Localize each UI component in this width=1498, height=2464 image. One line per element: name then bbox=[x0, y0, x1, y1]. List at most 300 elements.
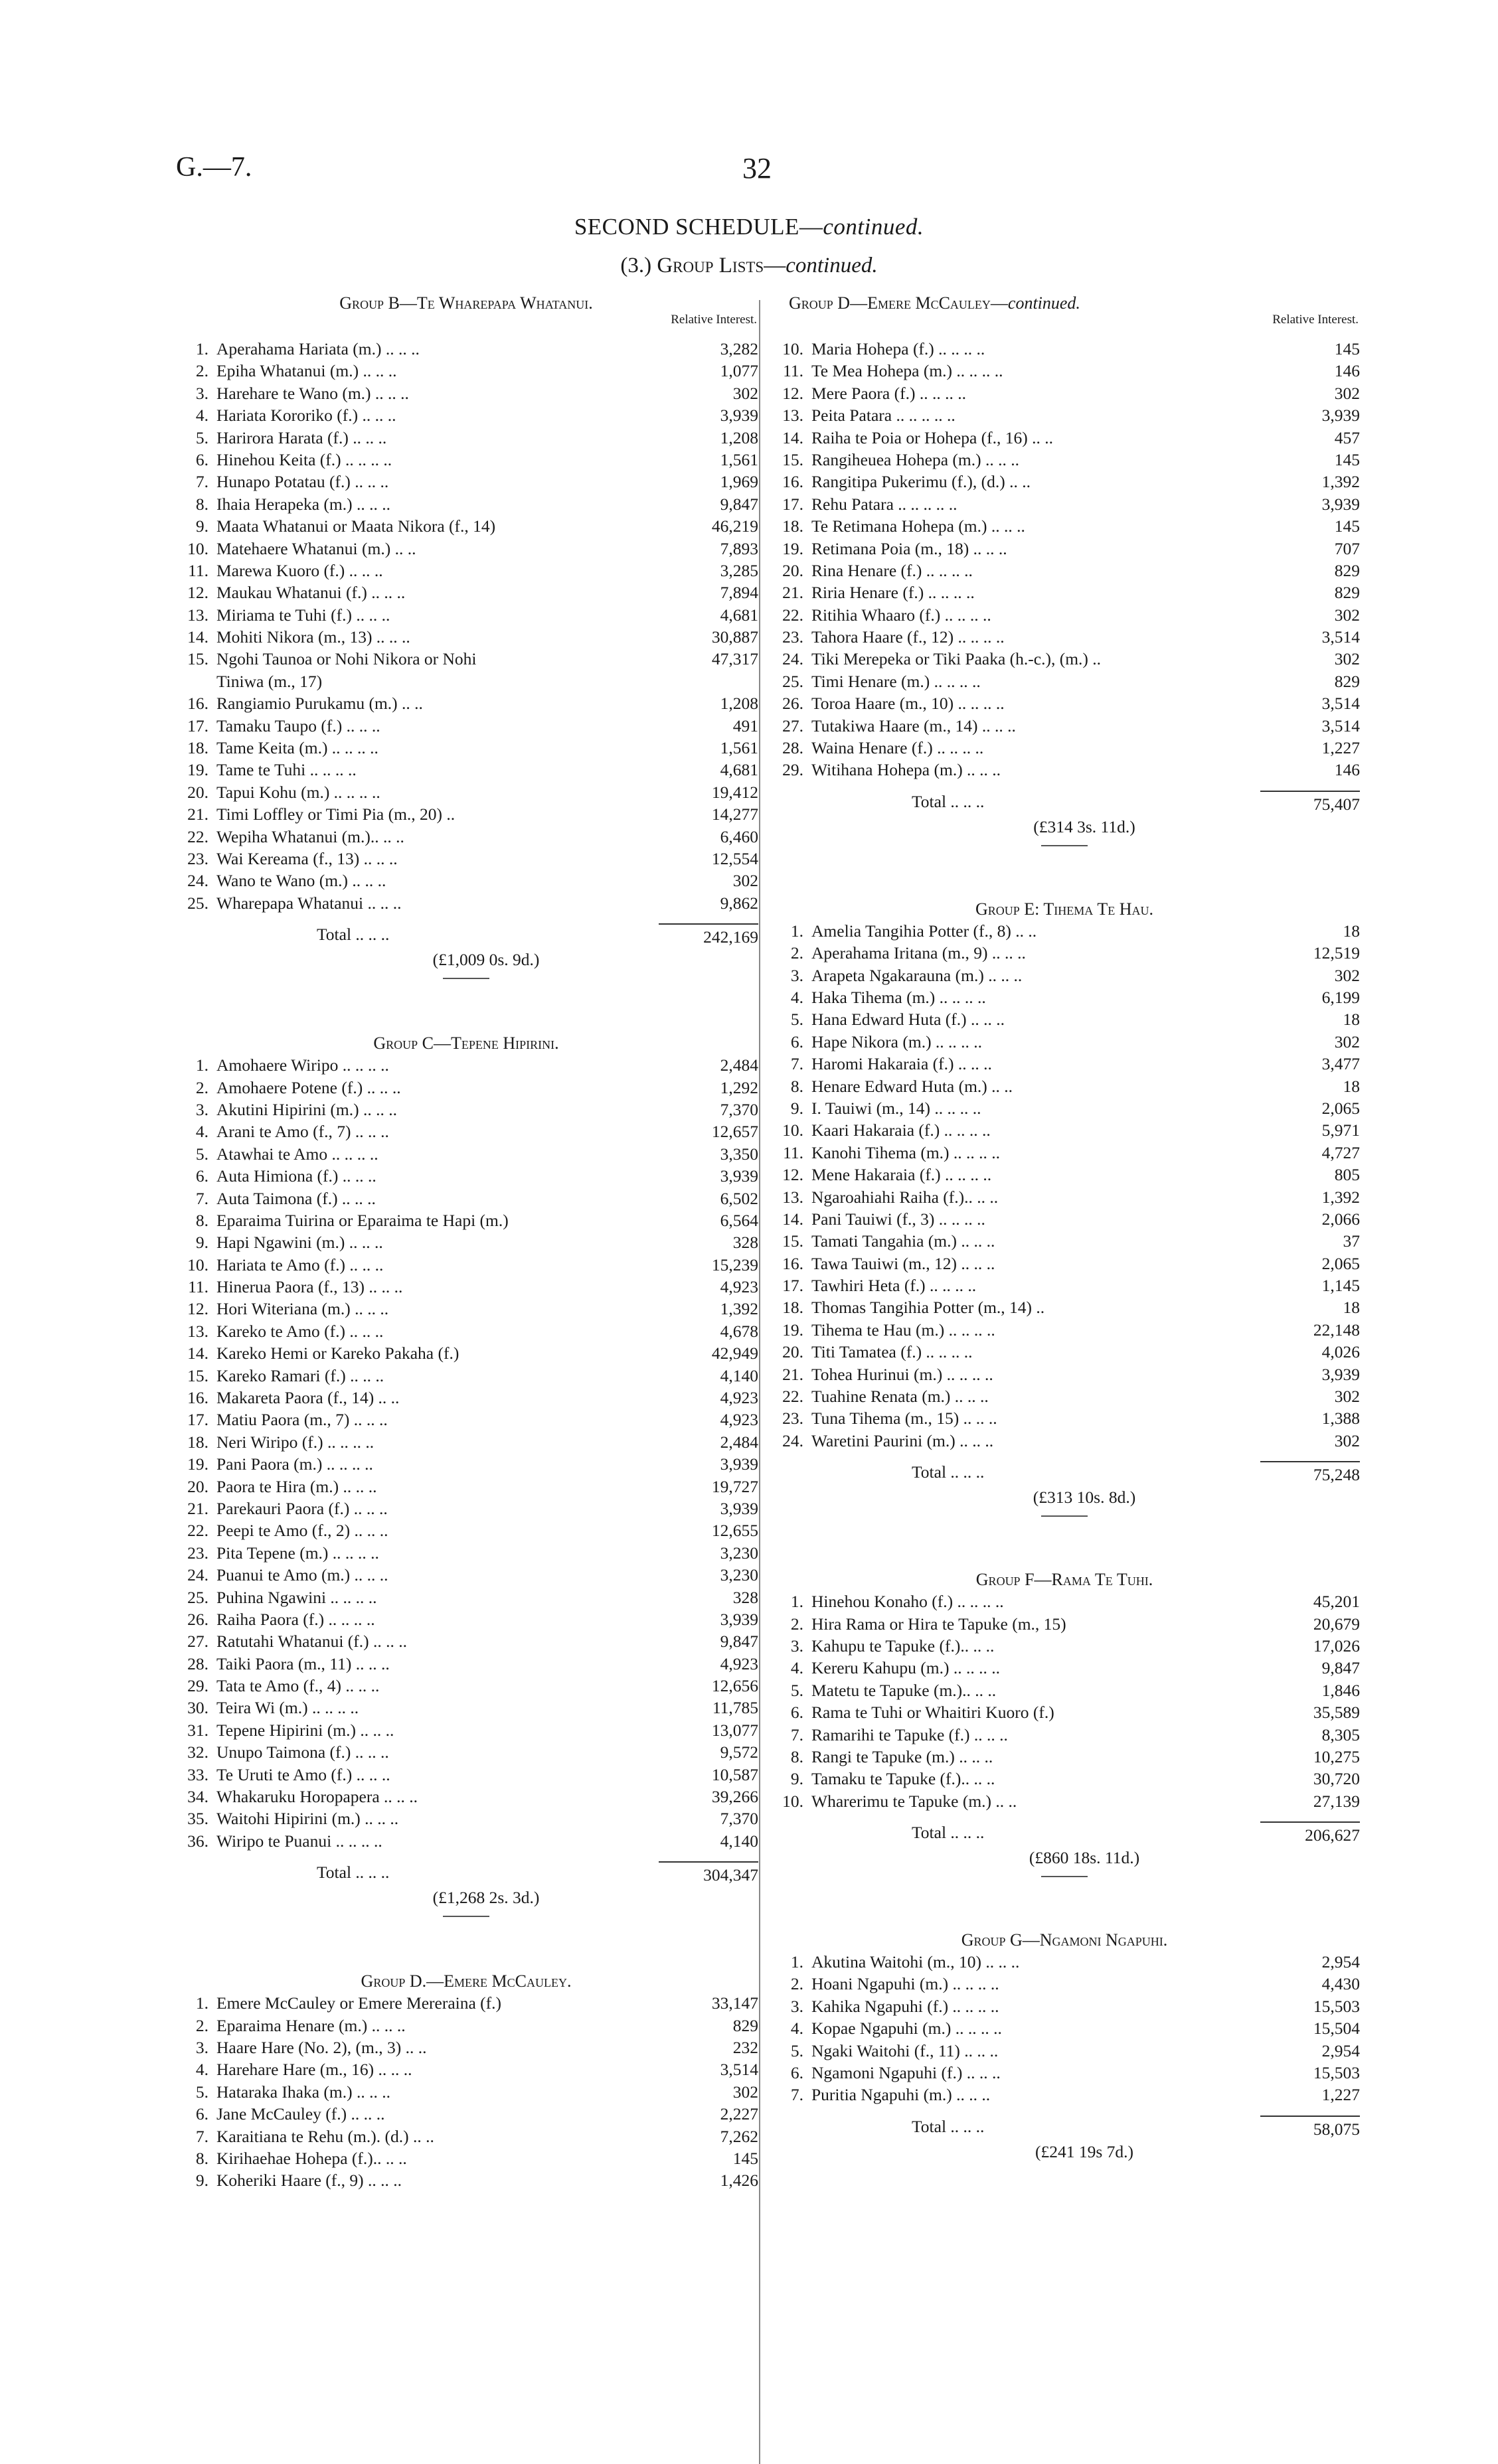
item-value: 302 bbox=[1334, 1430, 1360, 1450]
list-item bbox=[174, 1653, 758, 1675]
list-item bbox=[174, 1498, 758, 1519]
item-name: Toroa Haare (m., 10) .. .. .. .. bbox=[811, 694, 1005, 714]
group-b-total-label: Total .. .. .. bbox=[317, 925, 390, 945]
list-item bbox=[769, 737, 1360, 759]
item-number: 3. bbox=[790, 1636, 803, 1656]
group-b-title: Group B—Te Wharepapa Whatanui. bbox=[339, 293, 593, 313]
item-value: 145 bbox=[1334, 516, 1360, 536]
item-name: Rina Henare (f.) .. .. .. .. bbox=[811, 560, 973, 580]
item-name: Ngamoni Ngapuhi (f.) .. .. .. bbox=[811, 2063, 1001, 2083]
list-item bbox=[769, 1341, 1360, 1363]
group-g-amount: (£241 19s 7d.) bbox=[1035, 2141, 1134, 2161]
list-item bbox=[174, 560, 758, 581]
item-value: 4,026 bbox=[1321, 1342, 1360, 1362]
list-item bbox=[174, 848, 758, 870]
item-number: 9. bbox=[195, 1233, 208, 1253]
item-value: 3,514 bbox=[720, 2060, 758, 2080]
group-e-amount: (£313 10s. 8d.) bbox=[1033, 1488, 1136, 1507]
item-number: 2. bbox=[195, 2015, 208, 2035]
list-item bbox=[769, 382, 1360, 404]
item-name: Kirihaehae Hohepa (f.).. .. .. bbox=[216, 2148, 407, 2168]
item-name: Hape Nikora (m.) .. .. .. .. bbox=[811, 1032, 983, 1051]
list-item bbox=[174, 1298, 758, 1320]
item-name: Amohaere Potene (f.) .. .. .. bbox=[216, 1077, 401, 1097]
item-number: 30. bbox=[187, 1698, 208, 1718]
list-item bbox=[174, 581, 758, 603]
list-item bbox=[174, 2103, 758, 2125]
list-item bbox=[174, 1387, 758, 1409]
item-value: 2,484 bbox=[720, 1055, 758, 1075]
list-item bbox=[174, 1054, 758, 1076]
list-item bbox=[769, 1701, 1360, 1723]
item-value: 3,939 bbox=[720, 1609, 758, 1629]
group-e bbox=[769, 898, 1360, 1517]
item-name: Tahora Haare (f., 12) .. .. .. .. bbox=[811, 627, 1005, 647]
item-number: 7. bbox=[790, 2085, 803, 2105]
group-b-total bbox=[174, 923, 758, 949]
item-number: 22. bbox=[782, 605, 803, 625]
group-b-total-value: 242,169 bbox=[659, 923, 758, 949]
item-number: 22. bbox=[187, 826, 208, 846]
list-item bbox=[769, 360, 1360, 382]
list-item bbox=[769, 338, 1360, 360]
item-value: 18 bbox=[1343, 921, 1360, 941]
item-name: Hapi Ngawini (m.) .. .. .. bbox=[216, 1233, 383, 1253]
list-item bbox=[174, 826, 758, 848]
item-name: Tame te Tuhi .. .. .. .. bbox=[216, 760, 357, 780]
item-name: Tepene Hipirini (m.) .. .. .. bbox=[216, 1720, 394, 1740]
group-d-continued bbox=[769, 292, 1360, 846]
list-item bbox=[769, 648, 1360, 670]
group-f-rows bbox=[769, 1590, 1360, 1812]
item-number: 12. bbox=[187, 1299, 208, 1319]
item-name: Pita Tepene (m.) .. .. .. .. bbox=[216, 1543, 379, 1563]
list-item bbox=[769, 1186, 1360, 1208]
group-g bbox=[769, 1929, 1360, 2167]
group-g-title: Group G—Ngamoni Ngapuhi. bbox=[961, 1930, 1168, 1950]
list-item bbox=[174, 1608, 758, 1630]
item-name: Jane McCauley (f.) .. .. .. bbox=[216, 2104, 385, 2124]
group-f-total-value: 206,627 bbox=[1260, 1821, 1360, 1847]
item-number: 6. bbox=[195, 1166, 208, 1186]
item-number: 6. bbox=[790, 1703, 803, 1723]
list-item bbox=[174, 1231, 758, 1253]
item-name: Pani Paora (m.) .. .. .. .. bbox=[216, 1454, 373, 1474]
item-number: 6. bbox=[195, 2104, 208, 2124]
item-number: 8. bbox=[195, 1210, 208, 1230]
item-name: Whakaruku Horopapera .. .. .. bbox=[216, 1787, 418, 1807]
group-e-total bbox=[769, 1461, 1360, 1486]
item-name: Kareko te Amo (f.) .. .. .. bbox=[216, 1321, 384, 1341]
item-value: 1,145 bbox=[1321, 1276, 1360, 1296]
item-value: 1,227 bbox=[1321, 738, 1360, 758]
item-name: Harirora Harata (f.) .. .. .. bbox=[216, 427, 387, 447]
group-g-total-label: Total .. .. .. bbox=[912, 2116, 985, 2136]
item-value: 7,370 bbox=[720, 1809, 758, 1829]
item-name: Rangiamio Purukamu (m.) .. .. bbox=[216, 694, 423, 714]
group-g-total bbox=[769, 2116, 1360, 2141]
list-item bbox=[769, 1657, 1360, 1679]
item-number: 10. bbox=[187, 538, 208, 558]
list-item bbox=[174, 338, 758, 360]
item-number: 5. bbox=[195, 2082, 208, 2102]
item-number: 20. bbox=[782, 560, 803, 580]
column-divider bbox=[759, 300, 760, 2464]
item-name: Mohiti Nikora (m., 13) .. .. .. bbox=[216, 627, 410, 647]
item-number: 21. bbox=[187, 1498, 208, 1518]
item-value: 39,266 bbox=[711, 1787, 758, 1807]
item-value: 3,939 bbox=[720, 1454, 758, 1474]
item-name: Puritia Ngapuhi (m.) .. .. .. bbox=[811, 2085, 991, 2105]
item-name: Mene Hakaraia (f.) .. .. .. .. bbox=[811, 1165, 992, 1185]
item-number: 25. bbox=[782, 671, 803, 691]
schedule-title-continued: continued. bbox=[823, 214, 924, 240]
list-item bbox=[174, 1586, 758, 1608]
item-value: 302 bbox=[732, 383, 758, 403]
list-item bbox=[174, 1276, 758, 1298]
item-name: Kareko Ramari (f.) .. .. .. bbox=[216, 1365, 384, 1385]
list-item bbox=[174, 2169, 758, 2191]
item-name: Kopae Ngapuhi (m.) .. .. .. .. bbox=[811, 2019, 1002, 2039]
item-name: Mere Paora (f.) .. .. .. .. bbox=[811, 383, 966, 403]
item-value: 4,923 bbox=[720, 1277, 758, 1297]
item-value: 7,893 bbox=[720, 538, 758, 558]
item-number: 15. bbox=[187, 1365, 208, 1385]
item-value: 3,230 bbox=[720, 1543, 758, 1563]
item-number: 2. bbox=[195, 1077, 208, 1097]
item-number: 12. bbox=[782, 1165, 803, 1185]
item-name: Atawhai te Amo .. .. .. .. bbox=[216, 1144, 378, 1164]
item-number: 1. bbox=[195, 339, 208, 358]
item-value: 4,727 bbox=[1321, 1142, 1360, 1162]
item-name: Tata te Amo (f., 4) .. .. .. bbox=[216, 1676, 380, 1696]
item-number: 15. bbox=[782, 449, 803, 469]
item-name: Titi Tamatea (f.) .. .. .. .. bbox=[811, 1342, 973, 1362]
item-name: Tamaku te Tapuke (f.).. .. .. bbox=[811, 1769, 995, 1789]
item-number: 4. bbox=[195, 1122, 208, 1142]
item-value: 805 bbox=[1334, 1165, 1360, 1185]
item-number: 15. bbox=[782, 1231, 803, 1251]
item-number: 1. bbox=[790, 921, 803, 941]
item-value: 302 bbox=[1334, 649, 1360, 669]
item-name: Haka Tihema (m.) .. .. .. .. bbox=[811, 987, 986, 1007]
item-number: 2. bbox=[195, 361, 208, 381]
schedule-title bbox=[0, 214, 1498, 240]
item-name: Te Mea Hohepa (m.) .. .. .. .. bbox=[811, 361, 1003, 381]
item-value: 3,939 bbox=[1321, 406, 1360, 425]
list-item bbox=[174, 1254, 758, 1276]
item-number: 16. bbox=[782, 472, 803, 492]
list-item bbox=[769, 715, 1360, 737]
list-item bbox=[769, 942, 1360, 964]
item-number: 7. bbox=[790, 1725, 803, 1744]
group-g-total-value: 58,075 bbox=[1260, 2116, 1360, 2141]
item-number: 7. bbox=[195, 472, 208, 492]
item-value: 1,969 bbox=[720, 472, 758, 492]
item-name: Eparaima Henare (m.) .. .. .. bbox=[216, 2015, 406, 2035]
item-name: Akutini Hipirini (m.) .. .. .. bbox=[216, 1099, 397, 1119]
group-c-total bbox=[174, 1861, 758, 1887]
item-value: 2,227 bbox=[720, 2104, 758, 2124]
item-number: 20. bbox=[187, 1476, 208, 1496]
item-name: Tawa Tauiwi (m., 12) .. .. .. bbox=[811, 1253, 995, 1273]
list-item bbox=[174, 870, 758, 891]
item-value: 146 bbox=[1334, 760, 1360, 780]
item-name: Raiha Paora (f.) .. .. .. .. bbox=[216, 1609, 375, 1629]
item-name: Wano te Wano (m.) .. .. .. bbox=[216, 871, 386, 891]
list-item bbox=[174, 781, 758, 803]
item-value: 11,785 bbox=[712, 1698, 758, 1718]
item-value: 491 bbox=[732, 716, 758, 735]
list-item bbox=[769, 1363, 1360, 1385]
list-item bbox=[174, 803, 758, 825]
spacer bbox=[174, 1917, 758, 1970]
item-name: Harehare Hare (m., 16) .. .. .. bbox=[216, 2060, 412, 2080]
item-value: 33,147 bbox=[711, 1993, 758, 2013]
list-item bbox=[769, 404, 1360, 426]
item-number: 16. bbox=[187, 1388, 208, 1408]
item-value: 47,317 bbox=[711, 649, 758, 669]
list-item bbox=[174, 648, 758, 670]
item-number: 5. bbox=[790, 1680, 803, 1700]
group-f-amount: (£860 18s. 11d.) bbox=[1029, 1848, 1140, 1868]
item-number: 17. bbox=[782, 494, 803, 514]
item-value: 302 bbox=[732, 2082, 758, 2102]
item-value: 4,140 bbox=[720, 1365, 758, 1385]
item-name: Rangi te Tapuke (m.) .. .. .. bbox=[811, 1746, 993, 1766]
item-number: 10. bbox=[782, 1791, 803, 1811]
item-value: 8,305 bbox=[1321, 1725, 1360, 1744]
item-number: 24. bbox=[187, 1565, 208, 1585]
list-item bbox=[174, 2125, 758, 2147]
list-item bbox=[769, 538, 1360, 560]
item-value: 15,239 bbox=[711, 1255, 758, 1274]
item-number: 9. bbox=[790, 1098, 803, 1118]
item-value: 6,564 bbox=[720, 1210, 758, 1230]
item-value: 19,727 bbox=[711, 1476, 758, 1496]
item-number: 23. bbox=[187, 1543, 208, 1563]
item-name: Tohea Hurinui (m.) .. .. .. .. bbox=[811, 1364, 993, 1384]
group-lists-title-main: (3.) Group Lists— bbox=[620, 254, 786, 277]
item-number: 31. bbox=[187, 1720, 208, 1740]
group-b-amount: (£1,009 0s. 9d.) bbox=[432, 950, 540, 970]
list-item bbox=[174, 1992, 758, 2014]
list-item bbox=[769, 2084, 1360, 2106]
item-number: 5. bbox=[195, 427, 208, 447]
item-value: 1,077 bbox=[720, 361, 758, 381]
list-item bbox=[174, 626, 758, 648]
item-value: 37 bbox=[1343, 1231, 1360, 1251]
list-item bbox=[174, 2081, 758, 2103]
item-number: 8. bbox=[195, 2148, 208, 2168]
item-value: 829 bbox=[1334, 671, 1360, 691]
item-value: 1,846 bbox=[1321, 1680, 1360, 1700]
item-name: Auta Taimona (f.) .. .. .. bbox=[216, 1188, 376, 1208]
list-item bbox=[769, 1119, 1360, 1141]
item-name: Tamaku Taupo (f.) .. .. .. bbox=[216, 716, 380, 735]
list-item bbox=[174, 1675, 758, 1697]
list-item bbox=[769, 1008, 1360, 1030]
item-value bbox=[659, 670, 758, 692]
item-value: 4,681 bbox=[720, 605, 758, 625]
list-item bbox=[174, 493, 758, 515]
item-value: 1,388 bbox=[1321, 1409, 1360, 1428]
item-name: Amelia Tangihia Potter (f., 8) .. .. bbox=[811, 921, 1037, 941]
item-number: 16. bbox=[187, 694, 208, 714]
item-name: Neri Wiripo (f.) .. .. .. .. bbox=[216, 1432, 374, 1452]
item-number: 23. bbox=[187, 848, 208, 868]
item-number: 11. bbox=[188, 560, 208, 580]
left-column bbox=[174, 292, 758, 2192]
item-name: Hariata Kororiko (f.) .. .. .. bbox=[216, 406, 396, 425]
item-value: 35,589 bbox=[1313, 1703, 1360, 1723]
item-value: 1,392 bbox=[1321, 1187, 1360, 1207]
item-value: 457 bbox=[1334, 427, 1360, 447]
list-item bbox=[174, 1564, 758, 1586]
spacer bbox=[174, 979, 758, 1032]
item-name: Pani Tauiwi (f., 3) .. .. .. .. bbox=[811, 1209, 985, 1229]
list-item bbox=[769, 604, 1360, 626]
list-item bbox=[174, 1719, 758, 1741]
item-name: Amohaere Wiripo .. .. .. .. bbox=[216, 1055, 389, 1075]
item-value: 15,503 bbox=[1313, 1996, 1360, 2016]
item-name: Rangitipa Pukerimu (f.), (d.) .. .. bbox=[811, 472, 1031, 492]
item-name: Aperahama Hariata (m.) .. .. .. bbox=[216, 339, 420, 358]
list-item bbox=[769, 1407, 1360, 1429]
item-name: I. Tauiwi (m., 14) .. .. .. .. bbox=[811, 1098, 981, 1118]
list-item bbox=[769, 2040, 1360, 2062]
item-number: 28. bbox=[187, 1654, 208, 1673]
list-item bbox=[769, 560, 1360, 581]
item-name: Ritihia Whaaro (f.) .. .. .. .. bbox=[811, 605, 991, 625]
item-name: Teira Wi (m.) .. .. .. .. bbox=[216, 1698, 359, 1718]
item-number: 5. bbox=[790, 1010, 803, 1030]
item-name: Waina Henare (f.) .. .. .. .. bbox=[811, 738, 984, 758]
item-name: Ramarihi te Tapuke (f.) .. .. .. bbox=[811, 1725, 1008, 1744]
list-item bbox=[769, 1590, 1360, 1612]
item-number: 4. bbox=[195, 2060, 208, 2080]
item-name: Hinehou Keita (f.) .. .. .. .. bbox=[216, 449, 392, 469]
list-item bbox=[174, 360, 758, 382]
item-name: Haromi Hakaraia (f.) .. .. .. bbox=[811, 1054, 992, 1074]
page-reference: G.—7. bbox=[176, 152, 252, 183]
list-item bbox=[174, 1542, 758, 1564]
group-d-continued-title bbox=[769, 292, 1360, 314]
item-name: Kareko Hemi or Kareko Pakaha (f.) bbox=[216, 1344, 459, 1363]
item-value: 145 bbox=[1334, 339, 1360, 358]
item-value: 302 bbox=[732, 871, 758, 891]
item-name: Raiha te Poia or Hohepa (f., 16) .. .. bbox=[811, 427, 1053, 447]
item-name: Rangiheuea Hohepa (m.) .. .. .. bbox=[811, 449, 1019, 469]
item-name: Maria Hohepa (f.) .. .. .. .. bbox=[811, 339, 985, 358]
item-name: Matehaere Whatanui (m.) .. .. bbox=[216, 538, 416, 558]
group-b bbox=[174, 292, 758, 979]
item-value: 10,275 bbox=[1313, 1746, 1360, 1766]
list-item bbox=[769, 515, 1360, 537]
list-item bbox=[174, 1476, 758, 1498]
item-value: 829 bbox=[732, 2015, 758, 2035]
group-d-continued-title-cont: continued. bbox=[1007, 293, 1080, 313]
item-name: Peita Patara .. .. .. .. .. bbox=[811, 406, 956, 425]
item-number: 15. bbox=[187, 649, 208, 669]
item-number: 12. bbox=[782, 383, 803, 403]
item-number: 14. bbox=[187, 627, 208, 647]
item-name: Unupo Taimona (f.) .. .. .. bbox=[216, 1742, 389, 1762]
list-item bbox=[769, 1635, 1360, 1657]
item-number: 12. bbox=[187, 583, 208, 603]
item-name: Karaitiana te Rehu (m.). (d.) .. .. bbox=[216, 2126, 434, 2146]
item-name: Tiniwa (m., 17) bbox=[216, 671, 323, 691]
item-name: Retimana Poia (m., 18) .. .. .. bbox=[811, 538, 1007, 558]
item-number: 1. bbox=[195, 1993, 208, 2013]
item-value: 3,939 bbox=[1321, 1364, 1360, 1384]
item-value: 707 bbox=[1334, 538, 1360, 558]
item-name: Wai Kereama (f., 13) .. .. .. bbox=[216, 848, 398, 868]
item-number: 27. bbox=[187, 1632, 208, 1652]
item-name: Hunapo Potatau (f.) .. .. .. bbox=[216, 472, 389, 492]
item-value: 328 bbox=[732, 1587, 758, 1607]
item-number: 4. bbox=[195, 406, 208, 425]
list-item bbox=[769, 692, 1360, 714]
group-d-amount: (£314 3s. 11d.) bbox=[1033, 816, 1135, 836]
item-number: 19. bbox=[782, 538, 803, 558]
list-item bbox=[174, 2037, 758, 2058]
item-value: 302 bbox=[1334, 383, 1360, 403]
list-item bbox=[174, 1808, 758, 1829]
item-name: Tame Keita (m.) .. .. .. .. bbox=[216, 738, 378, 758]
item-name: Te Uruti te Amo (f.) .. .. .. bbox=[216, 1764, 390, 1784]
list-item bbox=[174, 604, 758, 626]
item-name: Maata Whatanui or Maata Nikora (f., 14) bbox=[216, 516, 496, 536]
item-name: Ngohi Taunoa or Nohi Nikora or Nohi bbox=[216, 649, 477, 669]
item-value: 10,587 bbox=[711, 1764, 758, 1784]
item-number: 18. bbox=[782, 1298, 803, 1318]
list-item bbox=[174, 1365, 758, 1387]
item-name: Kahika Ngapuhi (f.) .. .. .. .. bbox=[811, 1996, 999, 2016]
item-number: 8. bbox=[790, 1076, 803, 1096]
item-number: 24. bbox=[782, 649, 803, 669]
item-number: 18. bbox=[187, 1432, 208, 1452]
item-name: Waitohi Hipirini (m.) .. .. .. bbox=[216, 1809, 399, 1829]
item-value: 22,148 bbox=[1313, 1320, 1360, 1340]
relative-interest-header: Relative Interest. bbox=[1272, 313, 1359, 327]
item-number: 7. bbox=[195, 1188, 208, 1208]
list-item bbox=[769, 1995, 1360, 2017]
item-value: 1,208 bbox=[720, 694, 758, 714]
group-f-title: Group F—Rama Te Tuhi. bbox=[975, 1570, 1153, 1590]
list-item bbox=[174, 670, 758, 692]
item-number: 13. bbox=[782, 1187, 803, 1207]
item-name: Ngaki Waitohi (f., 11) .. .. .. bbox=[811, 2041, 999, 2060]
item-value: 829 bbox=[1334, 560, 1360, 580]
list-item bbox=[769, 964, 1360, 986]
item-name: Waretini Paurini (m.) .. .. .. bbox=[811, 1430, 994, 1450]
item-name: Ngaroahiahi Raiha (f.).. .. .. bbox=[811, 1187, 999, 1207]
item-value: 328 bbox=[732, 1233, 758, 1253]
item-value: 1,208 bbox=[720, 427, 758, 447]
item-value: 2,066 bbox=[1321, 1209, 1360, 1229]
item-value: 145 bbox=[732, 2148, 758, 2168]
item-name: Koheriki Haare (f., 9) .. .. .. bbox=[216, 2171, 402, 2191]
item-value: 19,412 bbox=[711, 782, 758, 802]
item-number: 7. bbox=[790, 1054, 803, 1074]
list-item bbox=[769, 1053, 1360, 1075]
list-item bbox=[174, 471, 758, 493]
item-value: 7,894 bbox=[720, 583, 758, 603]
item-value: 3,939 bbox=[720, 1498, 758, 1518]
item-value: 6,460 bbox=[720, 826, 758, 846]
item-name: Ihaia Herapeka (m.) .. .. .. bbox=[216, 494, 390, 514]
